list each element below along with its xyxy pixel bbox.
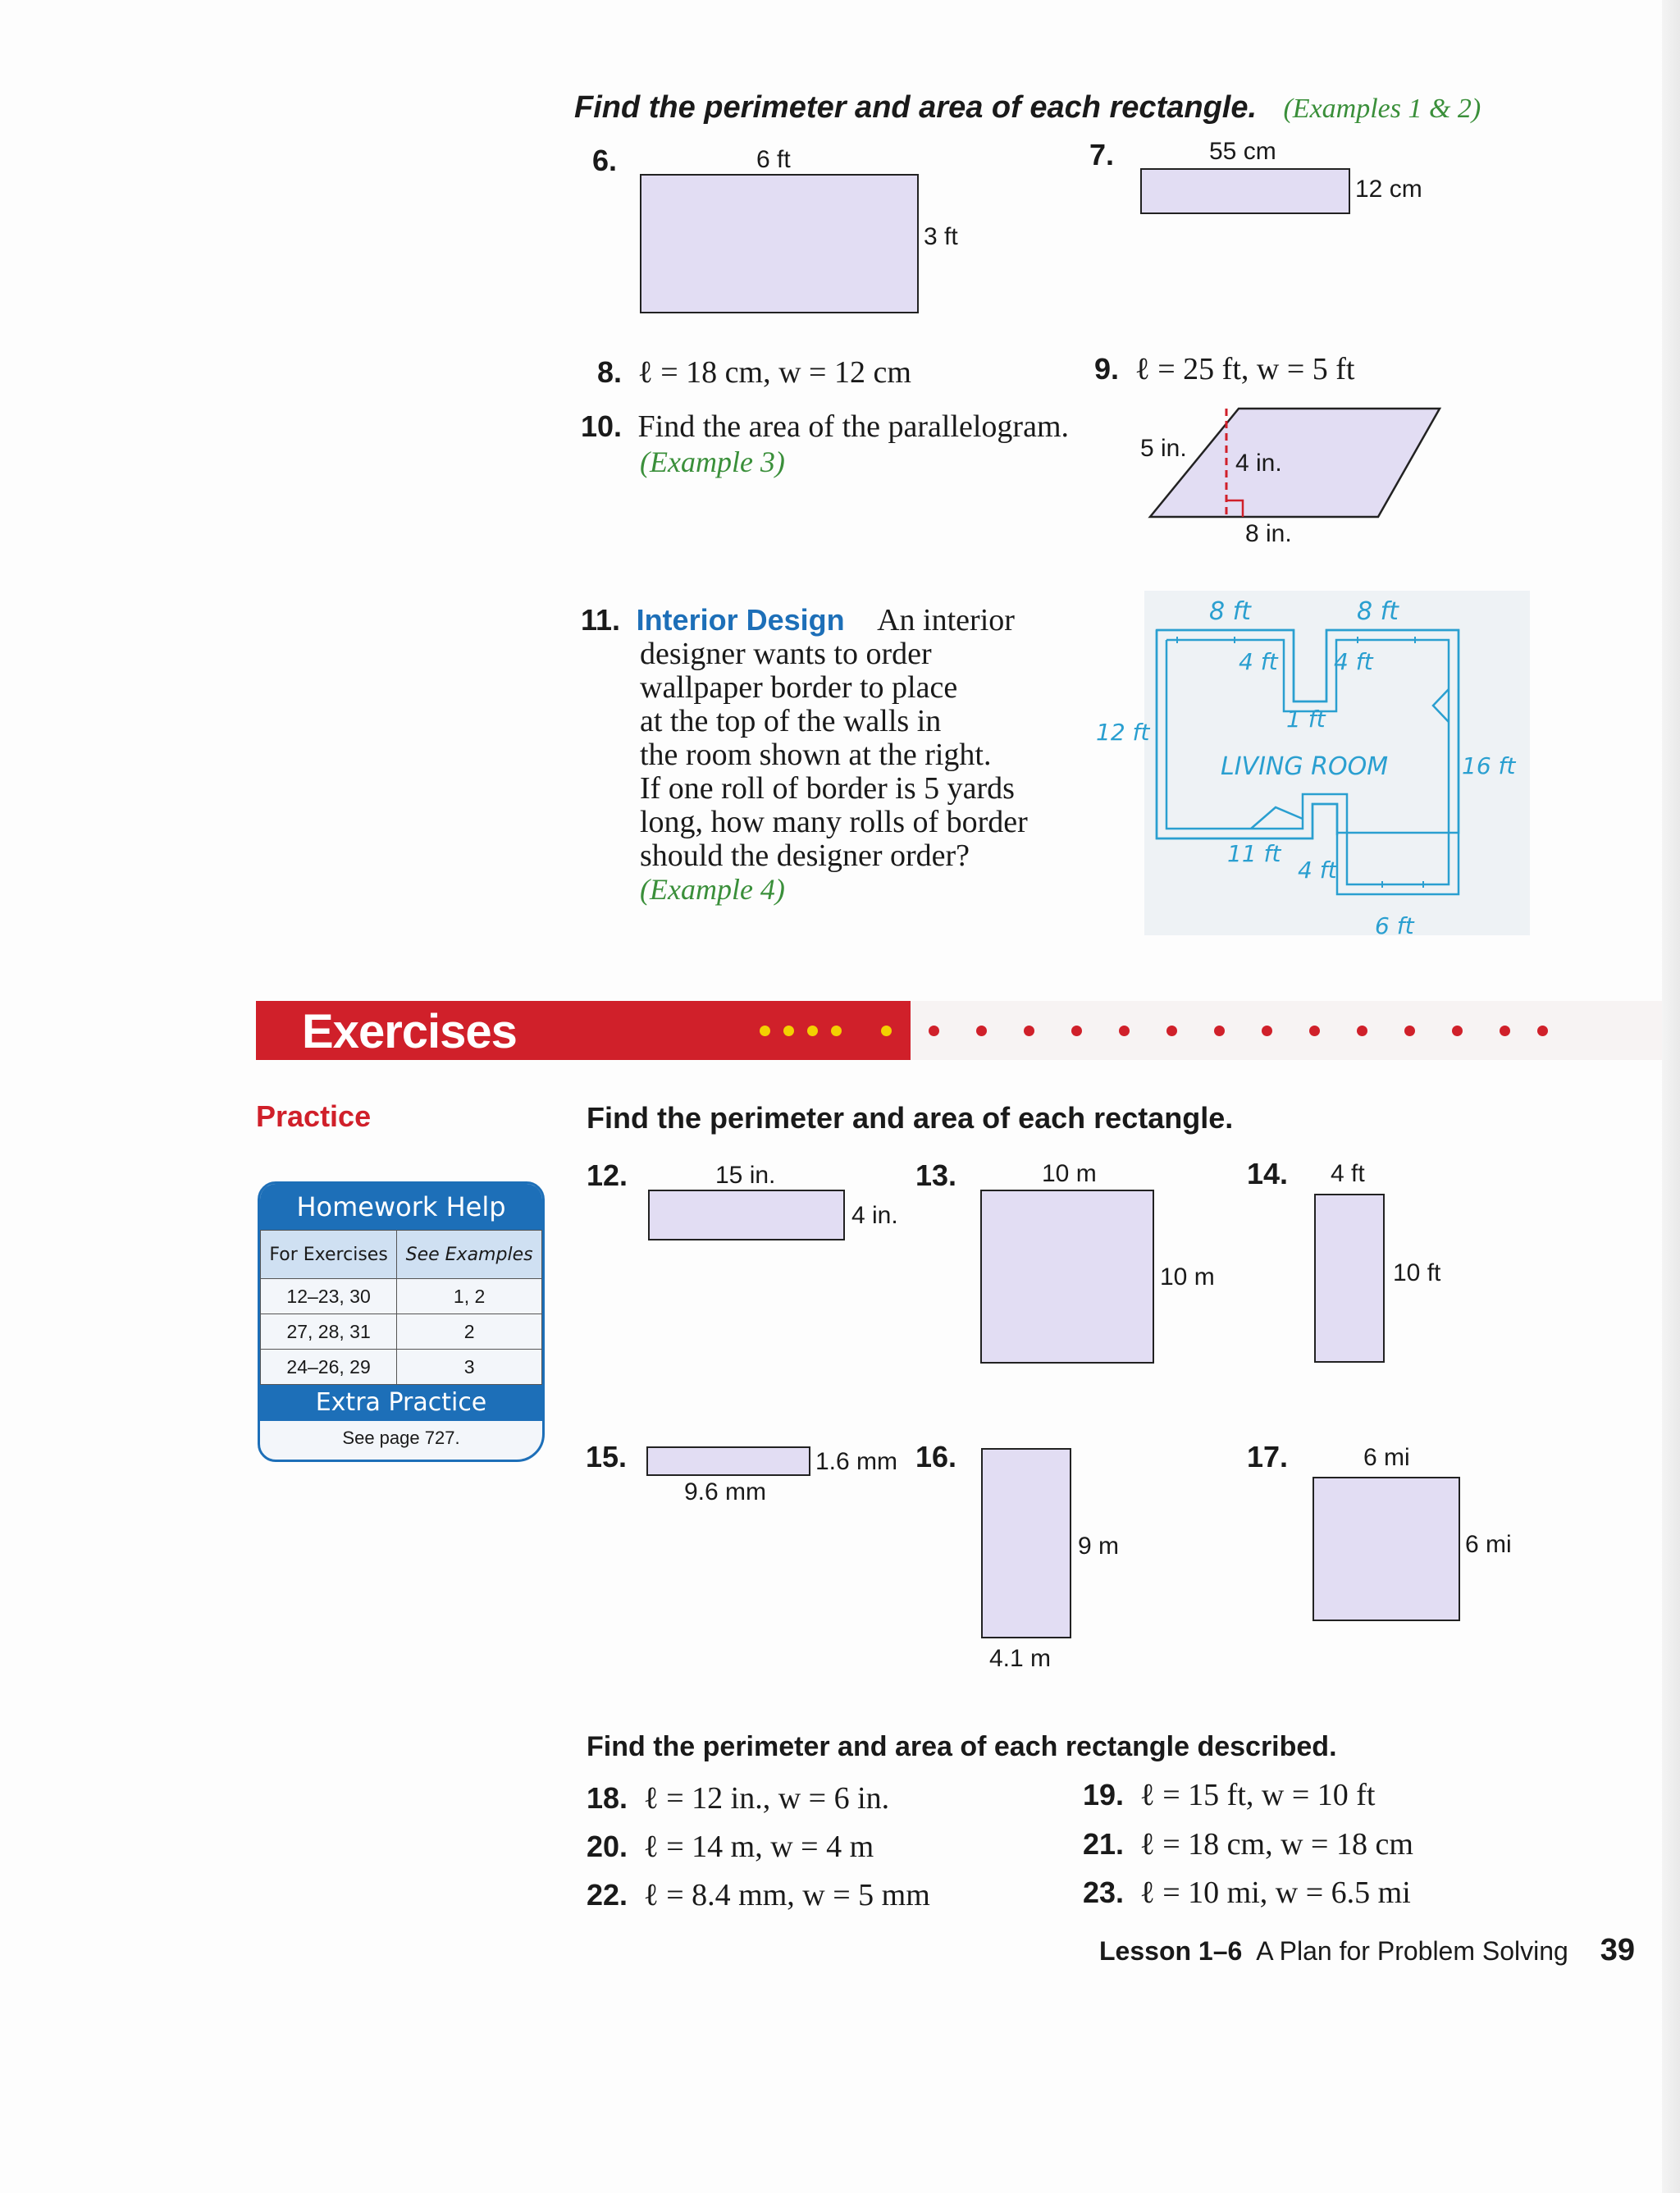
diagram-top-right: 8 ft xyxy=(1357,597,1399,626)
problem-16-width: 9 m xyxy=(1078,1533,1120,1560)
problem-14-width: 10 ft xyxy=(1393,1259,1441,1286)
problem-8-text: ℓ = 18 cm, w = 12 cm xyxy=(637,355,911,390)
homework-help-title: Homework Help xyxy=(260,1184,542,1230)
parallelogram-side: 5 in. xyxy=(1140,435,1187,462)
row-examples: 2 xyxy=(397,1314,542,1350)
problem-17-width: 6 mi xyxy=(1465,1531,1512,1558)
problem-23 xyxy=(1083,1875,1411,1911)
problem-21 xyxy=(1083,1826,1413,1862)
problem-6-width: 3 ft xyxy=(924,223,958,250)
problem-13-length: 10 m xyxy=(1042,1160,1097,1187)
problem-6-rectangle xyxy=(640,174,919,313)
problem-18-text: ℓ = 12 in., w = 6 in. xyxy=(643,1781,890,1816)
top-heading-row xyxy=(574,90,1559,126)
top-heading: Find the perimeter and area of each rectangle. xyxy=(574,90,1258,125)
banner-dot xyxy=(1071,1026,1082,1036)
diagram-bottom-right: 6 ft xyxy=(1375,912,1414,939)
problem-16-length: 4.1 m xyxy=(989,1645,1052,1672)
problem-12-length: 15 in. xyxy=(715,1162,776,1189)
problem-19-number: 19. xyxy=(1083,1778,1125,1812)
described-heading: Find the perimeter and area of each rectangle described. xyxy=(587,1731,1337,1762)
problem-15-number: 15. xyxy=(586,1440,628,1473)
page-edge xyxy=(1662,0,1680,2193)
row-exercises: 24–26, 29 xyxy=(261,1350,397,1385)
problem-9-text: ℓ = 25 ft, w = 5 ft xyxy=(1134,352,1355,386)
problem-11-number: 11. xyxy=(581,603,621,637)
problem-12-width: 4 in. xyxy=(851,1202,898,1229)
problem-13-number: 13. xyxy=(915,1158,957,1192)
problem-23-text: ℓ = 10 mi, w = 6.5 mi xyxy=(1139,1875,1411,1910)
problem-18-number: 18. xyxy=(587,1781,628,1815)
diagram-left-wall: 12 ft xyxy=(1096,719,1150,746)
problem-10 xyxy=(581,409,1106,479)
banner-dot xyxy=(1500,1026,1510,1036)
diagram-right-wall: 16 ft xyxy=(1462,752,1516,779)
problem-11-line-7: should the designer order? xyxy=(640,838,970,873)
col-see-examples: See Examples xyxy=(397,1231,542,1279)
banner-dot xyxy=(831,1026,842,1036)
problem-6-length: 6 ft xyxy=(756,146,791,173)
banner-dot xyxy=(1214,1026,1225,1036)
table-header-row xyxy=(261,1231,542,1279)
problem-15-width: 1.6 mm xyxy=(815,1448,898,1475)
problem-8 xyxy=(597,354,911,391)
practice-heading: Find the perimeter and area of each rectangle. xyxy=(587,1101,1234,1135)
problem-12-rectangle xyxy=(648,1190,845,1240)
problem-11-body xyxy=(640,637,1106,907)
parallelogram-figure xyxy=(1132,394,1460,558)
problem-9-number: 9. xyxy=(1094,352,1120,386)
parallelogram-base: 8 in. xyxy=(1245,520,1292,547)
problem-22 xyxy=(587,1877,930,1913)
problem-19 xyxy=(1083,1777,1375,1813)
diagram-bottom-left: 11 ft xyxy=(1227,840,1281,867)
problem-11-line-3: at the top of the walls in xyxy=(640,704,942,738)
footer-page-number: 39 xyxy=(1600,1933,1636,1967)
extra-practice-link[interactable]: See page 727. xyxy=(342,1428,460,1448)
problem-17-number: 17. xyxy=(1247,1440,1289,1473)
page-footer xyxy=(1099,1933,1635,1968)
footer-lesson: Lesson 1–6 xyxy=(1099,1936,1243,1966)
diagram-top-left: 8 ft xyxy=(1209,597,1251,626)
problem-10-text: Find the area of the parallelogram. xyxy=(637,409,1069,444)
problem-19-text: ℓ = 15 ft, w = 10 ft xyxy=(1139,1778,1376,1812)
problem-11-ref: (Example 4) xyxy=(640,873,785,906)
banner-dot xyxy=(1119,1026,1130,1036)
top-heading-ref: (Examples 1 & 2) xyxy=(1283,94,1481,124)
row-exercises: 12–23, 30 xyxy=(261,1279,397,1314)
row-examples: 1, 2 xyxy=(397,1279,542,1314)
problem-20 xyxy=(587,1829,874,1865)
banner-dot xyxy=(760,1026,770,1036)
homework-help-table xyxy=(260,1230,542,1385)
banner-dot xyxy=(976,1026,987,1036)
row-exercises: 27, 28, 31 xyxy=(261,1314,397,1350)
exercises-title: Exercises xyxy=(302,1005,517,1058)
diagram-notch-bottom: 1 ft xyxy=(1286,706,1326,733)
problem-7-length: 55 cm xyxy=(1209,138,1276,165)
banner-dot xyxy=(881,1026,892,1036)
problem-21-text: ℓ = 18 cm, w = 18 cm xyxy=(1139,1827,1413,1862)
banner-dot xyxy=(1404,1026,1415,1036)
diagram-notch-left: 4 ft xyxy=(1239,648,1278,675)
problem-14-rectangle xyxy=(1314,1194,1385,1363)
problem-11-title: Interior Design xyxy=(636,603,845,637)
problem-11-line-2: wallpaper border to place xyxy=(640,670,958,705)
problem-21-number: 21. xyxy=(1083,1827,1125,1861)
banner-dot xyxy=(1537,1026,1548,1036)
problem-17-length: 6 mi xyxy=(1363,1444,1410,1471)
diagram-notch-right: 4 ft xyxy=(1334,648,1373,675)
problem-11-line-0: An interior xyxy=(877,603,1015,637)
problem-7-width: 12 cm xyxy=(1355,176,1422,203)
row-examples: 3 xyxy=(397,1350,542,1385)
problem-8-number: 8. xyxy=(597,355,623,389)
problem-16-number: 16. xyxy=(915,1440,957,1473)
banner-dot xyxy=(1357,1026,1367,1036)
problem-14-number: 14. xyxy=(1247,1157,1289,1190)
problem-9 xyxy=(1094,351,1354,387)
problem-17-rectangle xyxy=(1312,1477,1460,1621)
banner-dot xyxy=(783,1026,794,1036)
problem-6-number: 6. xyxy=(592,144,618,177)
table-row xyxy=(261,1314,542,1350)
extra-practice-title: Extra Practice xyxy=(260,1385,542,1421)
problem-15-length: 9.6 mm xyxy=(684,1478,767,1505)
problem-15-rectangle xyxy=(646,1446,810,1476)
banner-dot xyxy=(929,1026,939,1036)
practice-label: Practice xyxy=(256,1099,372,1133)
problem-11-line-5: If one roll of border is 5 yards xyxy=(640,771,1015,806)
col-for-exercises: For Exercises xyxy=(261,1231,397,1279)
table-row xyxy=(261,1350,542,1385)
problem-13-width: 10 m xyxy=(1160,1263,1215,1291)
problem-20-text: ℓ = 14 m, w = 4 m xyxy=(643,1830,874,1864)
footer-title: A Plan for Problem Solving xyxy=(1256,1936,1568,1966)
banner-dot xyxy=(1309,1026,1320,1036)
problem-20-number: 20. xyxy=(587,1830,628,1863)
problem-22-text: ℓ = 8.4 mm, w = 5 mm xyxy=(643,1878,930,1912)
banner-dot xyxy=(807,1026,818,1036)
problem-10-ref: (Example 3) xyxy=(640,445,785,478)
diagram-step: 4 ft xyxy=(1298,857,1337,884)
parallelogram-height: 4 in. xyxy=(1235,450,1282,477)
homework-help-box xyxy=(258,1181,545,1462)
problem-11-line-6: long, how many rolls of border xyxy=(640,805,1028,839)
problem-13-rectangle xyxy=(980,1190,1154,1364)
problem-10-number: 10. xyxy=(581,409,623,443)
problem-11 xyxy=(581,603,1106,907)
problem-18 xyxy=(587,1780,889,1816)
problem-22-number: 22. xyxy=(587,1878,628,1912)
banner-dot xyxy=(1262,1026,1272,1036)
problem-11-line-4: the room shown at the right. xyxy=(640,738,992,772)
problem-16-rectangle xyxy=(981,1448,1071,1638)
banner-dot xyxy=(1024,1026,1034,1036)
banner-dot xyxy=(1452,1026,1463,1036)
problem-11-line-1: designer wants to order xyxy=(640,637,932,671)
banner-dot xyxy=(1166,1026,1177,1036)
diagram-room-label: LIVING ROOM xyxy=(1221,752,1389,781)
table-row xyxy=(261,1279,542,1314)
problem-7-number: 7. xyxy=(1089,138,1115,171)
problem-12-number: 12. xyxy=(587,1158,628,1192)
problem-14-length: 4 ft xyxy=(1331,1160,1365,1187)
problem-23-number: 23. xyxy=(1083,1875,1125,1909)
problem-7-rectangle xyxy=(1140,168,1350,214)
